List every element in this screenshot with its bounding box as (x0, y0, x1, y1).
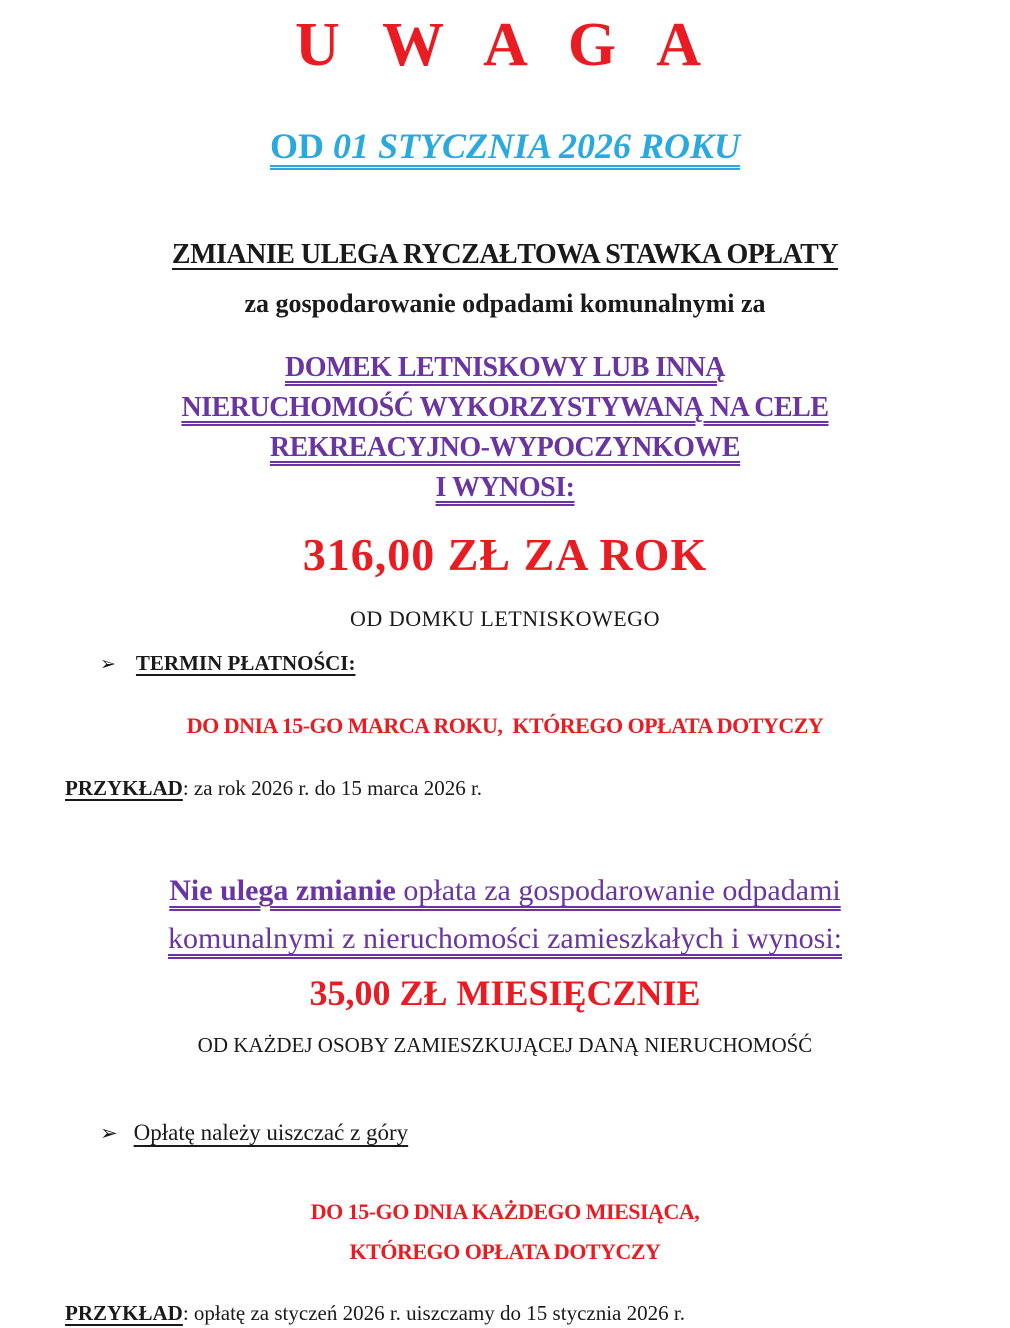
monthly-price-unit: OD KAŻDEJ OSOBY ZAMIESZKUJĄCEJ DANĄ NIERUCHOMOŚĆ (197, 1033, 813, 1057)
effective-date-value: 01 STYCZNIA 2026 ROKU (332, 126, 741, 166)
advance-payment-label: Opłatę należy uiszczać z góry (133, 1120, 409, 1145)
property-type-line: REKREACYJNO-WYPOCZYNKOWE (269, 432, 741, 463)
arrow-bullet-icon: ➢ (100, 653, 116, 675)
example-monthly (65, 1300, 1010, 1326)
effective-date-prefix: OD (269, 126, 333, 166)
payment-term-label: TERMIN PŁATNOŚCI: (135, 651, 356, 675)
no-change-line1-rest: opłata za gospodarowanie odpadami (395, 874, 841, 907)
property-type-line: I WYNOSI: (435, 472, 575, 503)
payment-deadline-monthly (0, 1192, 1010, 1272)
no-change-paragraph (0, 867, 1010, 963)
payment-deadline-yearly: DO DNIA 15-GO MARCA ROKU, KTÓREGO OPŁATA DOTYCZY (186, 713, 824, 738)
example-yearly-label: PRZYKŁAD (65, 776, 183, 800)
example-monthly-text: : opłatę za styczeń 2026 r. uiszczamy do 15 stycznia 2026 r. (182, 1301, 685, 1325)
example-monthly-label: PRZYKŁAD (65, 1301, 183, 1325)
rate-change-heading (0, 238, 1010, 272)
payment-deadline-monthly-line1: DO 15-GO DNIA KAŻDEGO MIESIĄCA, (310, 1199, 700, 1224)
rate-change-heading-text: ZMIANIE ULEGA RYCZAŁTOWA STAWKA OPŁATY (171, 239, 839, 270)
monthly-price: 35,00 ZŁ MIESIĘCZNIE (309, 973, 701, 1013)
yearly-price-unit: OD DOMKU LETNISKOWEGO (350, 606, 660, 631)
no-change-line: komunalnymi z nieruchomości zamieszkałych i wynosi: (167, 922, 842, 955)
example-yearly-text: : za rok 2026 r. do 15 marca 2026 r. (182, 776, 483, 800)
no-change-bold: Nie ulega zmianie (169, 874, 396, 907)
example-yearly (65, 775, 1010, 801)
property-type-block (0, 348, 1010, 508)
payment-deadline-monthly-line2: KTÓREGO OPŁATA DOTYCZY (349, 1239, 661, 1264)
rate-change-subheading: za gospodarowanie odpadami komunalnymi za (244, 289, 766, 318)
advance-payment-item (100, 1118, 1010, 1148)
effective-date-subtitle (0, 124, 1010, 168)
payment-term-item (100, 650, 1010, 677)
yearly-price: 316,00 ZŁ ZA ROK (302, 529, 708, 580)
arrow-bullet-icon: ➢ (100, 1121, 118, 1145)
property-type-line: DOMEK LETNISKOWY LUB INNĄ (285, 352, 725, 383)
page-title: U W A G A (294, 11, 716, 79)
property-type-line: NIERUCHOMOŚĆ WYKORZYSTYWANĄ NA CELE (181, 392, 829, 423)
no-change-line (0, 867, 1010, 915)
